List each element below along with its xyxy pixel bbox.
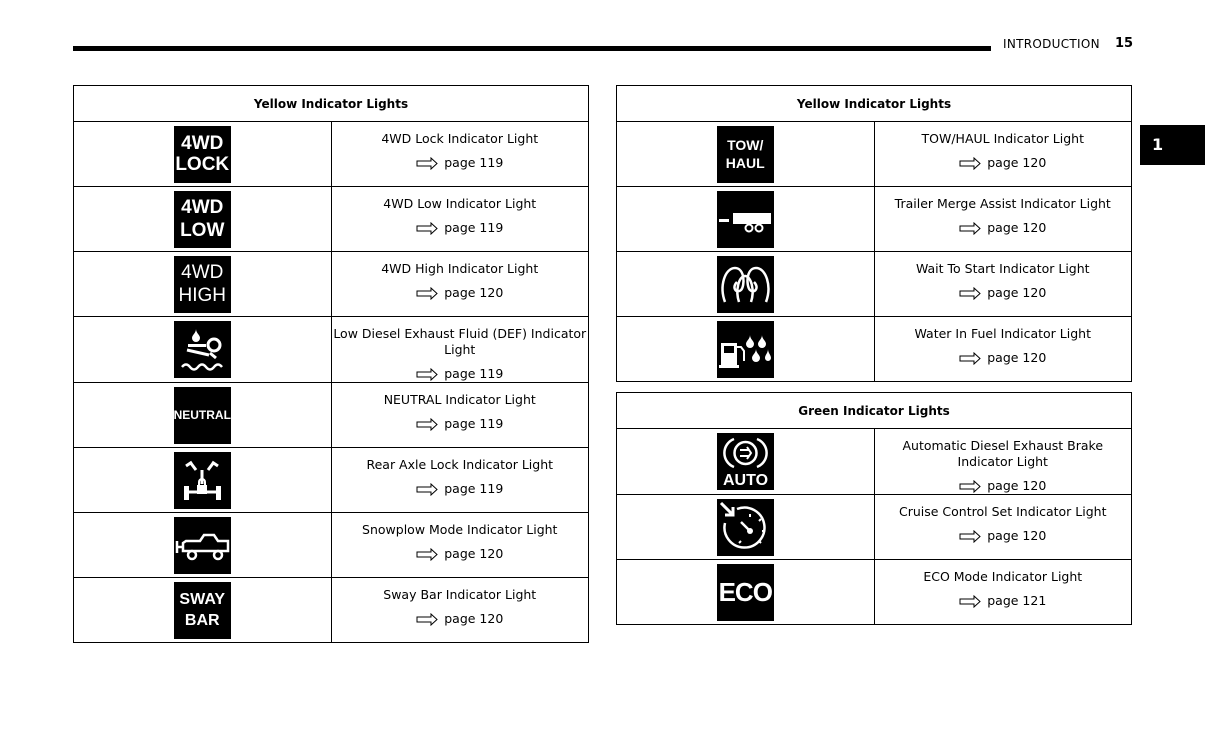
table-title: Green Indicator Lights xyxy=(617,393,1132,429)
arrow-right-icon xyxy=(416,287,438,300)
light-name: ECO Mode Indicator Light xyxy=(923,569,1083,584)
light-name: 4WD High Indicator Light xyxy=(381,261,539,276)
table-row xyxy=(74,383,589,448)
table-row xyxy=(74,513,589,578)
table-title: Yellow Indicator Lights xyxy=(617,86,1132,122)
arrow-right-icon xyxy=(959,222,981,235)
4wd-high-icon: 4WD HIGH xyxy=(174,256,231,313)
4wd-low-icon: 4WD LOW xyxy=(174,191,231,248)
arrow-right-icon xyxy=(416,222,438,235)
page-reference-link[interactable]: page 119 xyxy=(416,481,503,497)
arrow-right-icon xyxy=(959,480,981,493)
table-row xyxy=(74,252,589,317)
arrow-right-icon xyxy=(416,157,438,170)
table-row xyxy=(74,578,589,643)
table-row xyxy=(617,317,1132,382)
svg-text:AUTO: AUTO xyxy=(722,472,768,489)
table-row xyxy=(74,122,589,187)
page-reference-link[interactable]: page 120 xyxy=(416,285,503,301)
table-row xyxy=(617,252,1132,317)
page-reference-link[interactable]: page 121 xyxy=(959,593,1046,609)
rear-axle-lock-icon xyxy=(174,452,231,509)
right-yellow-indicator-table xyxy=(616,85,1132,382)
arrow-right-icon xyxy=(959,530,981,543)
page-reference-link[interactable]: page 119 xyxy=(416,155,503,171)
neutral-icon: NEUTRAL xyxy=(174,387,231,444)
arrow-right-icon xyxy=(959,595,981,608)
page-reference-link[interactable]: page 119 xyxy=(416,416,503,432)
water-in-fuel-icon xyxy=(717,321,774,378)
section-title: INTRODUCTION xyxy=(1003,37,1100,51)
page-reference-link[interactable]: page 120 xyxy=(959,350,1046,366)
page-reference-link[interactable]: page 119 xyxy=(416,220,503,236)
table-row xyxy=(74,448,589,513)
table-row xyxy=(617,560,1132,625)
light-name: Cruise Control Set Indicator Light xyxy=(898,504,1107,519)
eco-icon: ECO xyxy=(717,564,774,621)
light-name: Snowplow Mode Indicator Light xyxy=(362,522,558,537)
arrow-right-icon xyxy=(416,483,438,496)
trailer-icon xyxy=(717,191,774,248)
page-reference-link[interactable]: page 120 xyxy=(959,528,1046,544)
light-name: Trailer Merge Assist Indicator Light xyxy=(894,196,1111,211)
table-row xyxy=(74,317,589,383)
arrow-right-icon xyxy=(416,548,438,561)
arrow-right-icon xyxy=(959,157,981,170)
page-number: 15 xyxy=(1115,36,1134,51)
light-name: 4WD Lock Indicator Light xyxy=(381,131,539,146)
page-reference-link[interactable]: page 120 xyxy=(416,611,503,627)
page-reference-link[interactable]: page 120 xyxy=(959,155,1046,171)
page-reference-link[interactable]: page 120 xyxy=(959,285,1046,301)
page-reference-link[interactable]: page 120 xyxy=(959,478,1046,494)
4wd-lock-icon: 4WD LOCK xyxy=(174,126,231,183)
table-title: Yellow Indicator Lights xyxy=(74,86,589,122)
light-name: NEUTRAL Indicator Light xyxy=(383,392,536,407)
light-name: Water In Fuel Indicator Light xyxy=(914,326,1091,341)
arrow-right-icon xyxy=(416,368,438,381)
table-row xyxy=(617,429,1132,495)
left-yellow-indicator-table xyxy=(73,85,589,643)
table-row xyxy=(617,122,1132,187)
page-reference-link[interactable]: page 119 xyxy=(416,366,503,382)
def-fluid-icon xyxy=(174,321,231,378)
tow-haul-icon: TOW/ HAUL xyxy=(717,126,774,183)
chapter-tab[interactable]: 1 xyxy=(1140,125,1205,165)
table-row xyxy=(617,495,1132,560)
cruise-set-icon xyxy=(717,499,774,556)
light-name: Sway Bar Indicator Light xyxy=(383,587,537,602)
sway-bar-icon: SWAY BAR xyxy=(174,582,231,639)
light-name: Low Diesel Exhaust Fluid (DEF) Indicator Light xyxy=(333,326,587,357)
snowplow-icon xyxy=(174,517,231,574)
arrow-right-icon xyxy=(416,418,438,431)
light-name: Wait To Start Indicator Light xyxy=(915,261,1090,276)
arrow-right-icon xyxy=(959,352,981,365)
page-reference-link[interactable]: page 120 xyxy=(416,546,503,562)
arrow-right-icon xyxy=(416,613,438,626)
arrow-right-icon xyxy=(959,287,981,300)
light-name: Automatic Diesel Exhaust Brake Indicator Light xyxy=(902,438,1104,469)
table-row xyxy=(74,187,589,252)
light-name: 4WD Low Indicator Light xyxy=(383,196,537,211)
exhaust-brake-auto-icon xyxy=(717,433,774,490)
glow-plug-icon xyxy=(717,256,774,313)
right-green-indicator-table xyxy=(616,392,1132,625)
header-rule xyxy=(73,46,991,51)
table-row xyxy=(617,187,1132,252)
page-reference-link[interactable]: page 120 xyxy=(959,220,1046,236)
light-name: TOW/HAUL Indicator Light xyxy=(921,131,1084,146)
light-name: Rear Axle Lock Indicator Light xyxy=(366,457,554,472)
